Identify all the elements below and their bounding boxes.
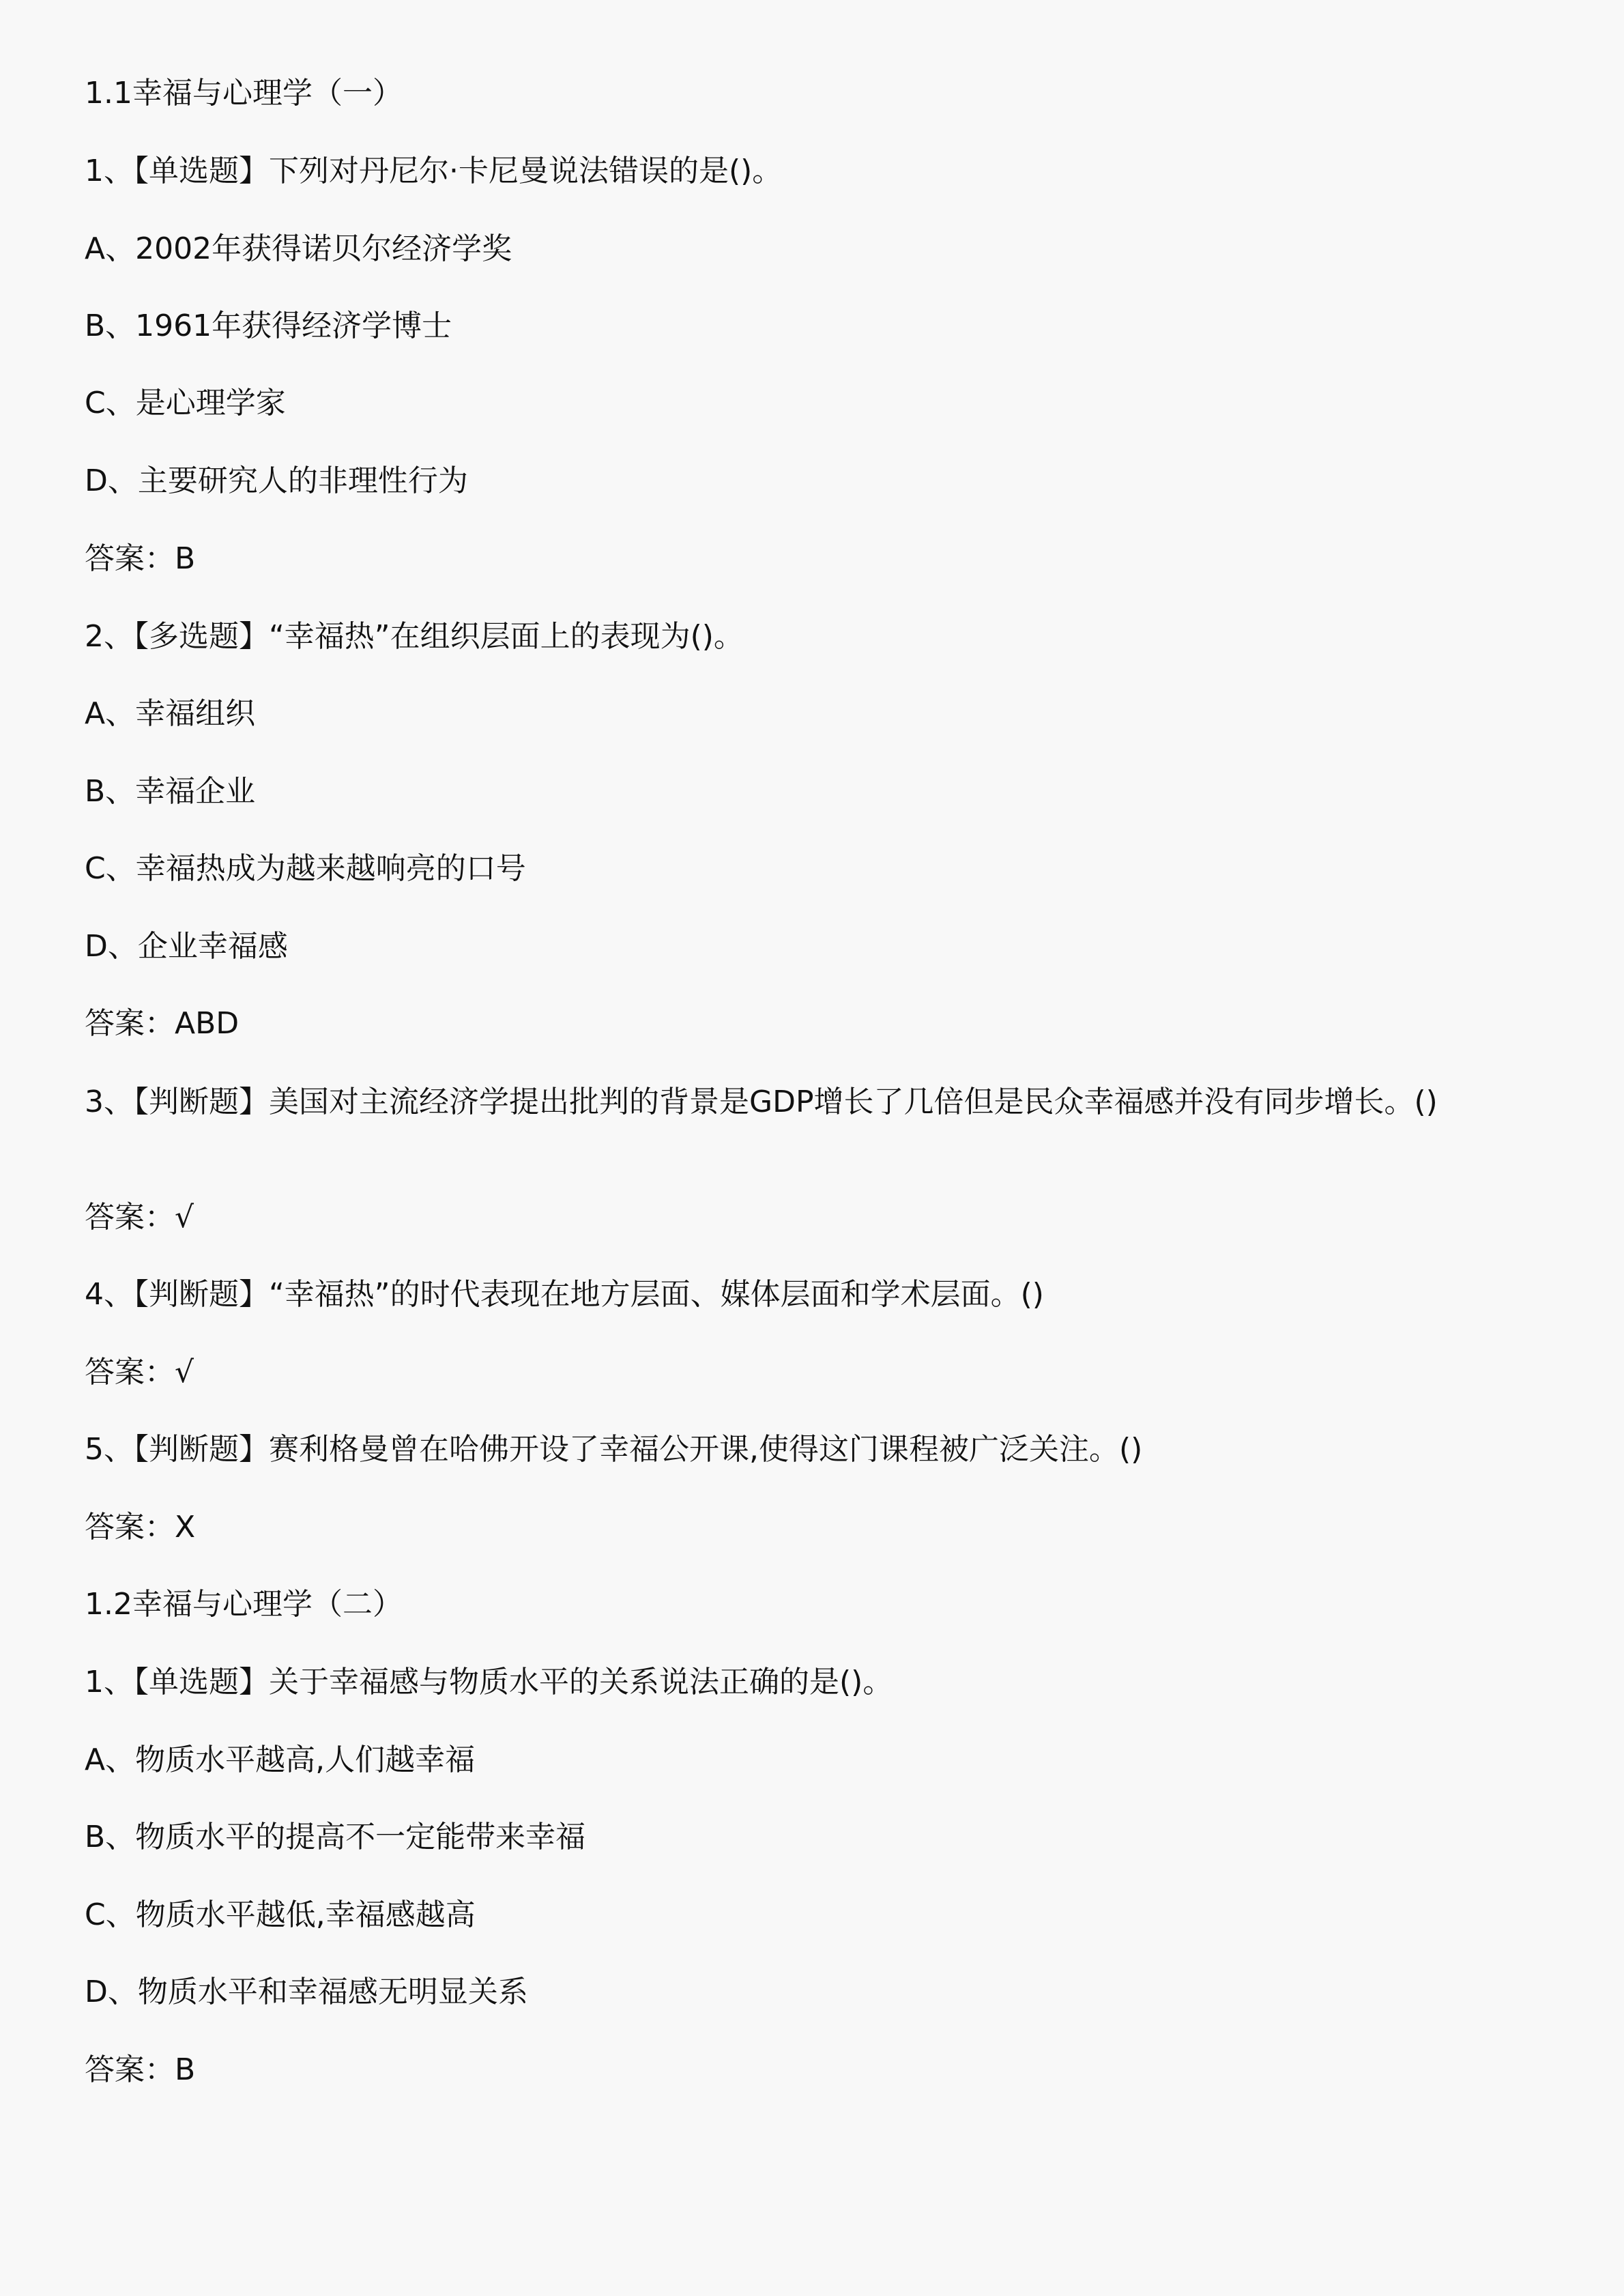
answer-text: 答案：√: [85, 1355, 194, 1390]
option-text: B、幸福企业: [85, 774, 256, 809]
question-stem: 1、【单选题】关于幸福感与物质水平的关系说法正确的是()。: [85, 1665, 893, 1699]
question-stem: 2、【多选题】“幸福热”在组织层面上的表现为()。: [85, 619, 744, 654]
option-text: A、幸福组织: [85, 696, 256, 731]
option-text: C、是心理学家: [85, 386, 286, 420]
option-text: C、幸福热成为越来越响亮的口号: [85, 851, 526, 886]
question-stem: 1、【单选题】下列对丹尼尔·卡尼曼说法错误的是()。: [85, 154, 783, 188]
answer-text: 答案：ABD: [85, 1006, 240, 1041]
option-text: D、物质水平和幸福感无明显关系: [85, 1975, 528, 2009]
question-stem: 3、【判断题】美国对主流经济学提出批判的背景是GDP增长了几倍但是民众幸福感并没有同步增长。(): [85, 1085, 1438, 1119]
option-text: D、主要研究人的非理性行为: [85, 463, 468, 498]
section-heading: 1.1幸福与心理学（一）: [85, 76, 403, 111]
option-text: A、物质水平越高,人们越幸福: [85, 1742, 476, 1777]
answer-text: 答案：B: [85, 2052, 196, 2087]
answer-text: 答案：B: [85, 541, 196, 576]
question-stem: 5、【判断题】赛利格曼曾在哈佛开设了幸福公开课,使得这门课程被广泛关注。(): [85, 1432, 1143, 1467]
option-text: A、2002年获得诺贝尔经济学奖: [85, 231, 512, 266]
option-text: B、1961年获得经济学博士: [85, 308, 452, 343]
question-stem: 4、【判断题】“幸福热”的时代表现在地方层面、媒体层面和学术层面。(): [85, 1277, 1044, 1312]
section-heading: 1.2幸福与心理学（二）: [85, 1587, 403, 1622]
answer-text: 答案：√: [85, 1200, 194, 1235]
option-text: C、物质水平越低,幸福感越高: [85, 1897, 476, 1932]
option-text: B、物质水平的提高不一定能带来幸福: [85, 1820, 586, 1854]
answer-text: 答案：X: [85, 1510, 196, 1545]
option-text: D、企业幸福感: [85, 929, 288, 964]
